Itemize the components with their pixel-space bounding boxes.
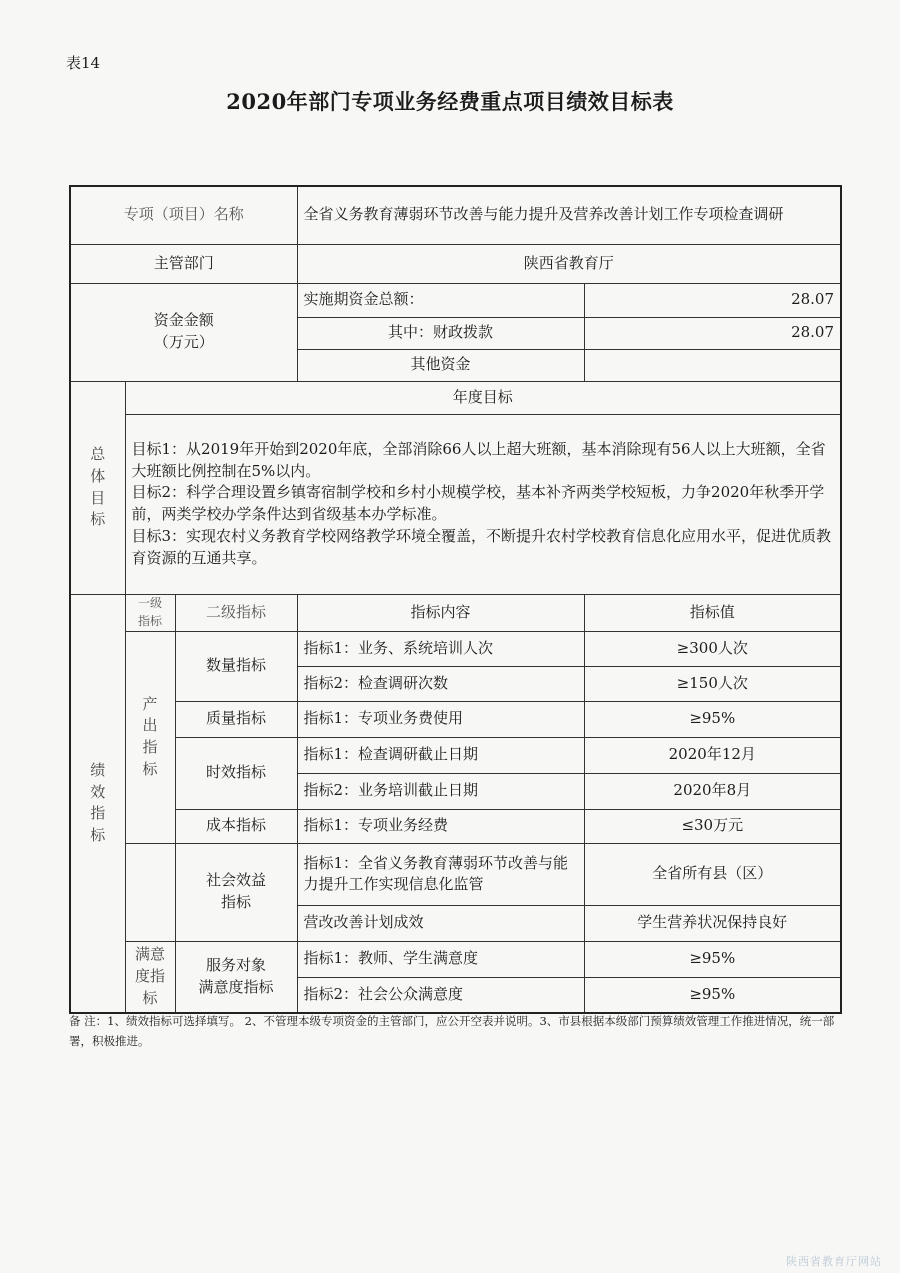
funds-total-label: 实施期资金总额： [297,283,584,317]
indicator-content: 指标1：教师、学生满意度 [297,941,584,977]
indicator-value: ≥300人次 [584,631,841,666]
funds-other-label: 其他资金 [297,349,584,381]
performance-char: 效 [90,782,106,801]
indicator-content: 指标1：专项业务经费 [297,809,584,843]
output-char: 产 [142,694,158,713]
indicator-value: 学生营养状况保持良好 [584,905,841,941]
table-row [70,701,841,737]
overall-goal-char: 目 [90,488,106,507]
satisfaction-char: 标 [142,988,158,1007]
project-name-row [70,186,841,244]
overall-goal-char: 总 [90,445,106,463]
funds-label [70,283,297,381]
indicator-value: 2020年8月 [584,773,841,809]
service-label-line1: 服务对象 [206,956,267,974]
funds-other-value [584,349,841,381]
indicator-content: 营改改善计划成效 [297,905,584,941]
indicator-content: 指标2：业务培训截止日期 [297,773,584,809]
performance-table-wrapper [69,185,840,1014]
indicator-value: 2020年12月 [584,737,841,773]
department-value: 陕西省教育厅 [297,244,841,283]
satisfaction-indicator-label [125,941,175,1013]
performance-char: 绩 [90,760,106,779]
social-label-line1: 社会效益 [206,871,267,890]
content-header: 指标内容 [297,594,584,631]
effect-indicator-blank [125,843,175,941]
funds-fiscal-label: 其中：财政拨款 [297,317,584,349]
department-label: 主管部门 [70,244,297,283]
indicator-header-row [70,594,841,631]
output-char: 标 [142,759,158,778]
table-row [70,631,841,666]
department-row [70,244,841,283]
table-row [70,843,841,905]
indicator-content: 指标1：业务、系统培训人次 [297,631,584,666]
indicator-content: 指标1：专项业务费使用 [297,701,584,737]
social-benefit-indicator-label [175,843,297,941]
funds-total-row [70,283,841,317]
annual-goal-header: 年度目标 [125,381,841,414]
performance-char: 标 [90,826,106,844]
annual-goals-text [125,414,841,594]
indicator-content: 指标1：全省义务教育薄弱环节改善与能力提升工作实现信息化监管 [297,843,584,905]
indicator-value: ≥95% [584,701,841,737]
indicator-value: ≤30万元 [584,809,841,843]
goal-1: 目标1：从2019年开始到2020年底，全部消除66人以上超大班额，基本消除现有56人以上大班额，全省大班额比例控制在5%以内。 [131,439,826,480]
overall-goal-char: 标 [90,510,106,529]
funds-label-line1: 资金金额 [153,311,214,330]
output-char: 指 [142,738,158,756]
indicator-content: 指标2：检查调研次数 [297,666,584,701]
output-char: 出 [142,716,158,735]
page-label: 表14 [66,54,101,72]
funds-label-line2: （万元） [153,333,214,351]
satisfaction-char: 满意 [134,945,165,964]
level1-header-line1: 一级 [137,596,162,611]
indicator-value: ≥95% [584,977,841,1013]
overall-goal-side-label [70,381,125,594]
cost-indicator-label: 成本指标 [175,809,297,843]
table-row [70,941,841,977]
satisfaction-char: 度指 [134,966,165,985]
output-indicator-label [125,631,175,843]
document-title: 2020年部门专项业务经费重点项目绩效目标表 [226,89,674,114]
service-satisfaction-indicator-label [175,941,297,1013]
indicator-value: ≥95% [584,941,841,977]
performance-char: 指 [90,804,106,823]
social-label-line2: 指标 [221,893,252,911]
goal-3: 目标3：实现农村义务教育学校网络教学环境全覆盖，不断提升农村学校教育信息化应用水平，促进优质教育资源的互通共享。 [131,526,832,567]
funds-total-value: 28.07 [584,283,841,317]
indicator-content: 指标1：检查调研截止日期 [297,737,584,773]
level1-header [125,594,175,631]
project-name-label: 专项（项目）名称 [70,186,297,244]
table-row [70,737,841,773]
goal-2: 目标2：科学合理设置乡镇寄宿制学校和乡村小规模学校，基本补齐两类学校短板，力争2020年秋季开学前，两类学校办学条件达到省级基本办学标准。 [131,483,825,523]
performance-side-label [70,594,125,1013]
indicator-value: 全省所有县（区） [584,843,841,905]
value-header: 指标值 [584,594,841,631]
level2-header: 二级指标 [175,594,297,631]
performance-target-table [69,185,842,1014]
time-indicator-label: 时效指标 [175,737,297,809]
indicator-value: ≥150人次 [584,666,841,701]
watermark: 陕西省教育厅网站 [786,1255,882,1268]
overall-goal-char: 体 [90,466,106,485]
annual-goals-row [70,414,841,594]
funds-fiscal-value: 28.07 [584,317,841,349]
level1-header-line2: 指标 [137,613,162,628]
quality-indicator-label: 质量指标 [175,701,297,737]
project-name-value: 全省义务教育薄弱环节改善与能力提升及营养改善计划工作专项检查调研 [297,186,841,244]
table-row [70,809,841,843]
quantity-indicator-label: 数量指标 [175,631,297,701]
footnote: 备 注：1、绩效指标可选择填写。 2、不管理本级专项资金的主管部门，应公开空表并说明。3、市县根据本级部门预算绩效管理工作推进情况，统一部署，积极推进。 [69,1014,835,1048]
annual-goal-header-row [70,381,841,414]
service-label-line2: 满意度指标 [198,977,274,996]
indicator-content: 指标2：社会公众满意度 [297,977,584,1013]
